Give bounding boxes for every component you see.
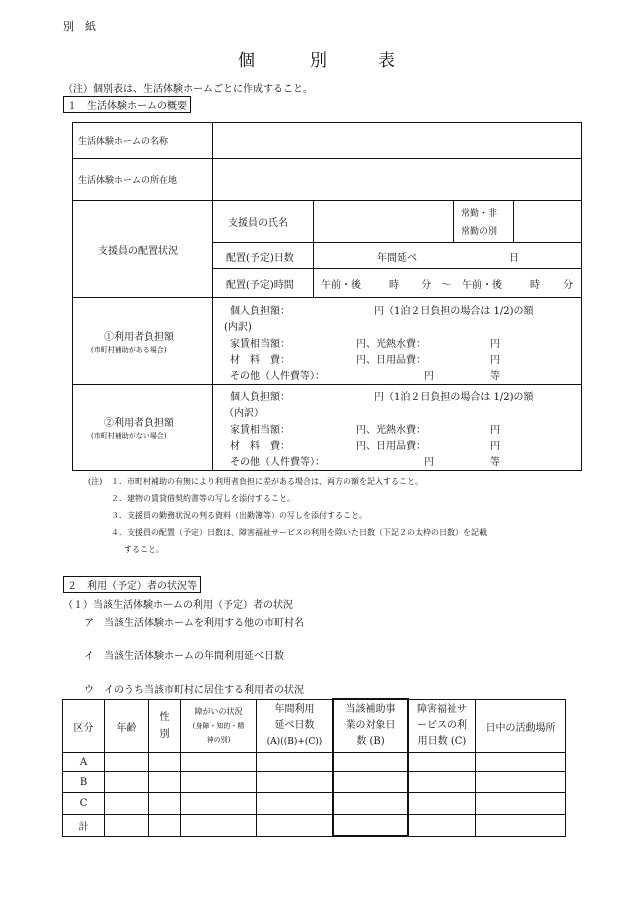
- general-note: （注）個別表は、生活体験ホームごとに作成すること。: [63, 84, 313, 95]
- burden1-sublabel: (市町村補助がある場合): [91, 346, 167, 354]
- note-1: １．市町村補助の有無により利用者負担に差がある場合は、両方の額を記入すること。: [111, 477, 423, 486]
- burden2-utility-label: 円、光熱水費：: [356, 425, 426, 436]
- hours-tilde: 〜: [441, 280, 451, 291]
- burden2-material-label: 材 料 費：: [230, 441, 290, 452]
- col-header-service-days: 障害福祉サ ービスの利 用日数 (C): [417, 704, 467, 747]
- hours-hour-2: 時: [530, 280, 540, 291]
- hours-ampm-1: 午前・後: [321, 280, 361, 291]
- burden2-other-unit: 円: [424, 457, 434, 468]
- row-label-b: B: [79, 776, 88, 788]
- placement-days-value: 年間延べ: [377, 253, 417, 264]
- note-4-cont: すること。: [124, 545, 164, 554]
- placement-hours-label: 配置(予定)時間: [226, 280, 294, 291]
- burden1-other-etc: 等: [490, 371, 500, 382]
- section2-heading: ２ 利用（予定）者の状況等: [63, 576, 201, 593]
- section2-sub1: （１）当該生活体験ホームの利用（予定）者の状況: [63, 600, 293, 611]
- section1-heading: １ 生活体験ホームの概要: [63, 96, 191, 113]
- row-label-total: 計: [78, 822, 89, 833]
- col-header-sex: 性 別: [159, 712, 170, 740]
- item-i: イ 当該生活体験ホームの年間利用延べ日数: [84, 651, 284, 662]
- item-u: ウ イのうち当該市町村に居住する利用者の状況: [84, 685, 304, 696]
- burden1-personal-value: 円（1泊２日負担の場合は 1/2)の額: [374, 306, 534, 317]
- hours-ampm-2: 午前・後: [462, 280, 502, 291]
- burden2-personal-label: 個人負担額：: [230, 392, 290, 403]
- burden1-other-unit: 円: [424, 371, 434, 382]
- placement-days-label: 配置(予定)日数: [226, 253, 294, 264]
- burden2-rent-label: 家賃相当額：: [230, 425, 290, 436]
- fulltime-label-line2: 常勤の別: [461, 227, 498, 237]
- home-address-label: 生活体験ホームの所在地: [78, 176, 178, 186]
- burden1-breakdown-label: (内訳): [224, 322, 252, 333]
- burden2-personal-value: 円（1泊２日負担の場合は 1/2)の額: [374, 392, 534, 403]
- burden1-label: ①利用者負担額: [104, 332, 174, 343]
- fulltime-label-line1: 常勤・非: [461, 209, 498, 219]
- burden2-other-etc: 等: [490, 457, 500, 468]
- burden2-utility-unit: 円: [490, 425, 500, 436]
- hours-min-1: 分: [421, 280, 431, 291]
- burden1-personal-label: 個人負担額：: [230, 306, 290, 317]
- col-header-subsidy-days: 当該補助事 業の対象日 数 (B): [345, 704, 396, 747]
- hours-min-2: 分: [563, 280, 573, 291]
- page-title-char-1: 個: [238, 51, 255, 71]
- col-header-disability: 障がいの状況 (身障・知的・精 神の別): [192, 707, 245, 744]
- home-name-label: 生活体験ホームの名称: [78, 137, 169, 147]
- burden1-daily-label: 円、日用品費：: [356, 355, 426, 366]
- note-3: ３．支援員の勤務状況の判る資料（出勤簿等）の写しを添付すること。: [111, 511, 367, 520]
- burden1-utility-unit: 円: [490, 339, 500, 350]
- row-label-a: A: [79, 756, 88, 768]
- col-header-age: 年齢: [116, 722, 137, 734]
- staff-placement-label: 支援員の配置状況: [98, 246, 178, 257]
- staff-name-label: 支援員の氏名: [228, 218, 288, 229]
- burden2-other-label: その他（人件費等）：: [230, 457, 325, 468]
- note-2: ２．建物の賃貸借契約書等の写しを添付すること。: [111, 494, 295, 503]
- notes-label: (注): [88, 477, 103, 486]
- burden1-material-label: 材 料 費：: [230, 355, 290, 366]
- page-title-char-3: 表: [378, 51, 395, 71]
- burden2-daily-label: 円、日用品費：: [356, 441, 426, 452]
- col-header-kubun: 区分: [73, 722, 94, 734]
- note-4: ４．支援員の配置（予定）日数は、障害福祉サービスの利用を除いた日数（下記２の太枠の日数）を記載: [111, 528, 487, 537]
- item-a: ア 当該生活体験ホームを利用する他の市町村名: [84, 618, 304, 629]
- burden1-rent-label: 家賃相当額：: [230, 339, 290, 350]
- attachment-label: 別 紙: [63, 20, 96, 33]
- burden1-other-label: その他（人件費等）：: [230, 371, 325, 382]
- burden2-sublabel: (市町村補助がない場合): [91, 432, 167, 440]
- burden2-daily-unit: 円: [490, 441, 500, 452]
- page-title-char-2: 別: [310, 51, 327, 71]
- hours-hour-1: 時: [389, 280, 399, 291]
- burden2-breakdown-label: （内訳）: [224, 408, 264, 419]
- col-header-annual-days: 年間利用 延べ日数 (A)((B)+(C)): [266, 704, 323, 747]
- burden1-daily-unit: 円: [490, 355, 500, 366]
- burden1-utility-label: 円、光熱水費：: [356, 339, 426, 350]
- row-label-c: C: [79, 798, 88, 809]
- burden2-label: ②利用者負担額: [104, 418, 174, 429]
- placement-days-unit: 日: [509, 253, 519, 264]
- col-header-daytime-place: 日中の活動場所: [485, 722, 556, 734]
